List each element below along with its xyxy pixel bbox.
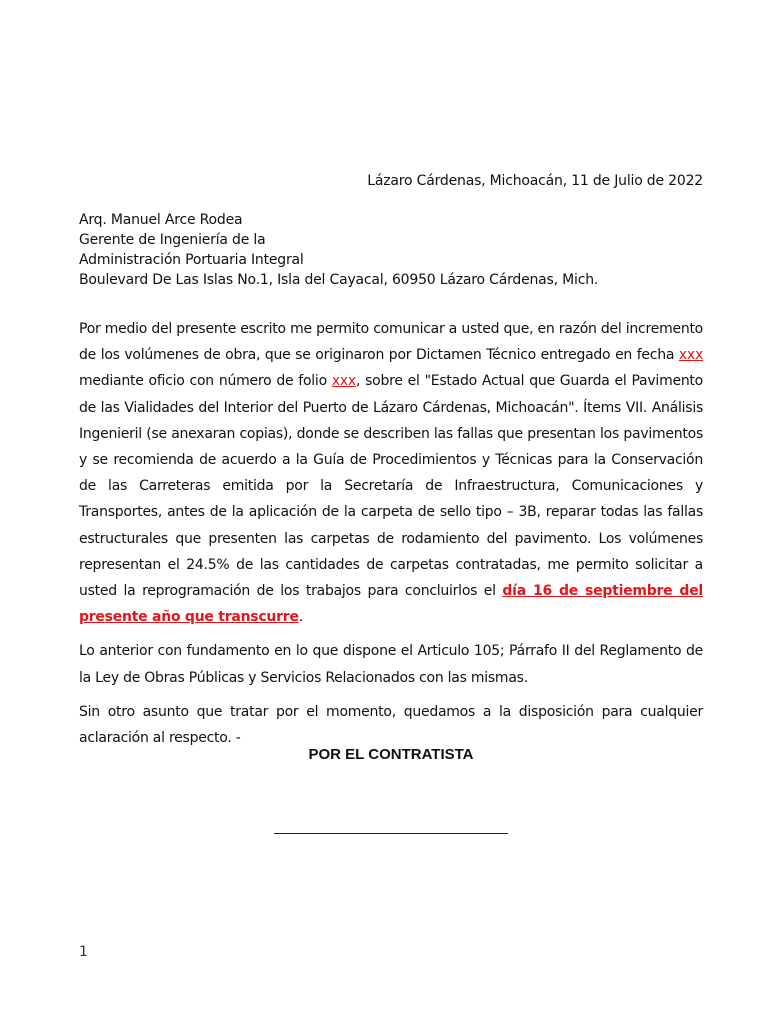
page-number: 1: [79, 944, 88, 960]
letter-body: [79, 316, 703, 759]
signature-title: POR EL CONTRATISTA: [308, 746, 474, 763]
paragraph-request: [79, 316, 703, 630]
recipient-organization: Administración Portuaria Integral: [79, 252, 304, 268]
paragraph-request-end: .: [298, 609, 303, 626]
letter-date: Lázaro Cárdenas, Michoacán, 11 de Julio de 2022: [367, 173, 703, 189]
paragraph-closing: Sin otro asunto que tratar por el momento, quedamos a la disposición para cualquier aclaración al respecto. -: [79, 703, 703, 747]
signature-line: [274, 833, 508, 834]
recipient-block: [79, 210, 709, 290]
deadline-highlight: día 16 de septiembre del presente año que transcurre: [79, 583, 703, 626]
paragraph-request-part2: mediante oficio con número de folio: [79, 373, 332, 390]
recipient-name: Arq. Manuel Arce Rodea: [79, 212, 243, 228]
paragraph-legal-basis: Lo anterior con fundamento en lo que dispone el Articulo 105; Párrafo II del Reglamento de la Ley de Obras Públicas y Servicios Relacionados con las mismas.: [79, 643, 703, 686]
placeholder-folio: xxx: [331, 373, 356, 390]
placeholder-date: xxx: [678, 347, 703, 364]
paragraph-request-part1: Por medio del presente escrito me permito comunicar a usted que, en razón del incremento de los volúmenes de obra, que se originaron por Dictamen Técnico entregado en fecha: [79, 321, 703, 364]
paragraph-request-part3: , sobre el "Estado Actual que Guarda el Pavimento de las Vialidades del Interior del Puerto de Lázaro Cárdenas, Michoacán". Ítems VII. Análisis Ingenieril (se anexaran copias), donde se describen las fallas que presentan los pavimentos y se recomienda de acuerdo a la Guía de Procedimientos y Técnicas para la Conservación de las Carreteras emitida por la Secretaría de Infraestructura, Comunicaciones y Transportes, antes de la aplicación de la carpeta de sello tipo – 3B, reparar todas las fallas estructurales que presenten las carpetas de rodamiento del pavimento. Los volúmenes representan el 24.5% de las cantidades de carpetas contratadas, me permito solicitar a usted la reprogramación de los trabajos para concluirlos el: [79, 373, 703, 600]
recipient-address: Boulevard De Las Islas No.1, Isla del Cayacal, 60950 Lázaro Cárdenas, Mich.: [79, 272, 599, 288]
recipient-title: Gerente de Ingeniería de la: [79, 232, 266, 248]
